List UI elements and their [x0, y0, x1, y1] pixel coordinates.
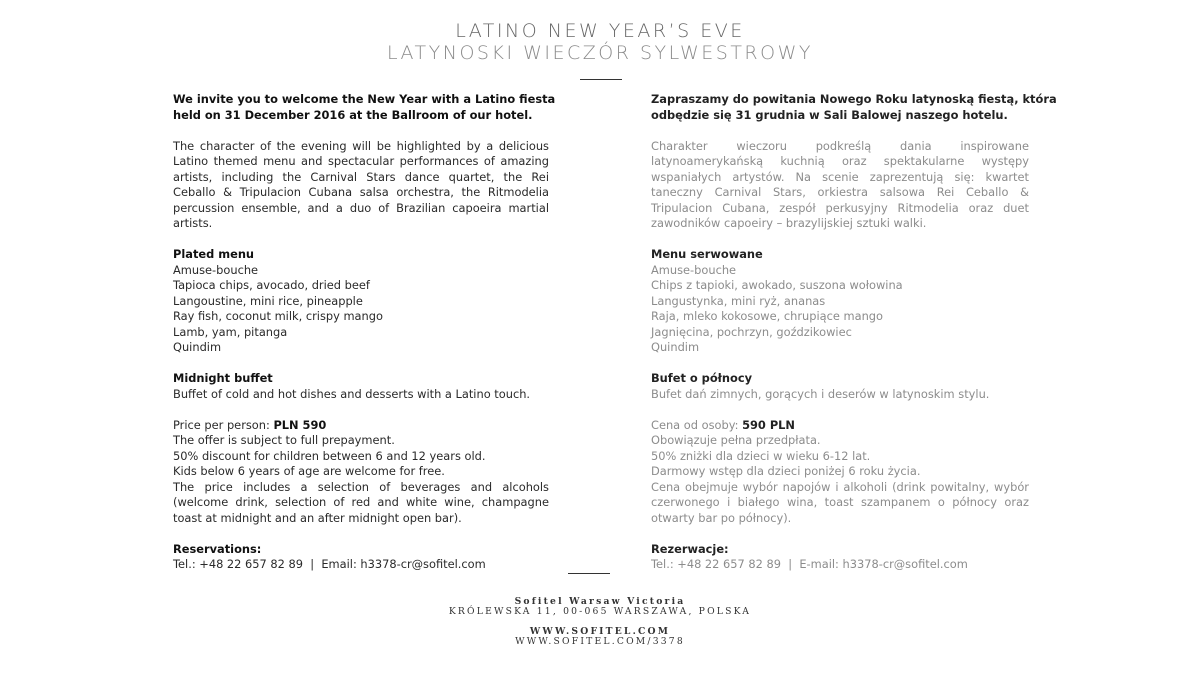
- polish-free-entry: Darmowy wstęp dla dzieci poniżej 6 roku życia.: [651, 464, 921, 478]
- english-menu-item: Langoustine, mini rice, pineapple: [173, 293, 363, 308]
- polish-column: [651, 92, 1057, 573]
- english-price: [173, 418, 549, 434]
- english-menu-item: Amuse-bouche: [173, 262, 259, 277]
- english-reservations-heading: Reservations:: [173, 541, 262, 556]
- polish-buffet-text: Bufet dań zimnych, gorących i deserów w latynoskim stylu.: [651, 386, 990, 401]
- polish-lead-line: odbędzie się 31 grudnia w Sali Balowej naszego hotelu.: [651, 107, 1008, 122]
- footer-address: KRÓLEWSKA 11, 00-065 WARSZAWA, POLSKA: [448, 606, 752, 617]
- english-price-value: PLN 590: [273, 417, 327, 432]
- english-buffet-text: Buffet of cold and hot dishes and desserts with a Latino touch.: [173, 386, 531, 401]
- english-discount: 50% discount for children between 6 and 12 years old.: [173, 448, 486, 463]
- polish-menu-item: Quindim: [651, 340, 700, 354]
- polish-prepayment: Obowiązuje pełna przedpłata.: [651, 433, 821, 447]
- english-menu-heading: Plated menu: [173, 247, 255, 261]
- english-contact: Tel.: +48 22 657 82 89 | Email: h3378-cr@sofitel.com: [173, 557, 486, 571]
- polish-reservations-heading: Rezerwacje:: [651, 541, 729, 556]
- english-menu-item: Tapioca chips, avocado, dried beef: [173, 278, 370, 292]
- english-price-label: Price per person:: [173, 417, 274, 432]
- title-english: LATINO NEW YEAR’S EVE: [455, 20, 745, 42]
- english-lead-line: We invite you to welcome the New Year with a Latino fiesta: [173, 92, 556, 106]
- polish-menu-item: Amuse-bouche: [651, 262, 737, 277]
- polish-description: Charakter wieczoru podkreślą dania inspirowane latynoamerykańską kuchnią oraz spektakularne występy wspaniałych artystów. Na scenie zaprezentują się: kwartet taneczny Carnival Stars, orkiestra salsowa Rei Ceballo & Tripulacion Cubana, zespół perkusyjny Ritmodelia oraz duet zawodników capoeiry – brazylijskiej sztuki walki.: [651, 138, 1029, 230]
- english-column: [173, 92, 556, 573]
- polish-price-value: 590 PLN: [742, 417, 795, 432]
- english-menu-item: Lamb, yam, pitanga: [173, 324, 288, 339]
- polish-contact: Tel.: +48 22 657 82 89 | E-mail: h3378-cr@sofitel.com: [651, 557, 968, 571]
- divider-bottom: [568, 573, 610, 574]
- divider-top: [580, 79, 622, 80]
- english-menu-item: Quindim: [173, 340, 222, 354]
- polish-menu-item: Chips z tapioki, awokado, suszona wołowina: [651, 278, 903, 292]
- polish-menu-heading: Menu serwowane: [651, 247, 763, 261]
- english-prepayment: The offer is subject to full prepayment.: [173, 433, 395, 447]
- english-buffet-heading: Midnight buffet: [173, 371, 273, 385]
- title-block: [0, 20, 1200, 64]
- polish-lead: [651, 92, 1057, 123]
- polish-menu-item: Raja, mleko kokosowe, chrupiące mango: [651, 309, 884, 323]
- polish-menu-item: Langustynka, mini ryż, ananas: [651, 293, 826, 308]
- english-free-entry: Kids below 6 years of age are welcome for free.: [173, 464, 445, 478]
- polish-price: [651, 418, 1029, 434]
- english-lead: [173, 92, 556, 123]
- english-lead-line: held on 31 December 2016 at the Ballroom of our hotel.: [173, 107, 533, 122]
- footer-website-link[interactable]: WWW.SOFITEL.COM: [529, 626, 671, 637]
- title-polish: LATYNOSKI WIECZÓR SYLWESTROWY: [387, 42, 813, 64]
- footer-hotel-name: Sofitel Warsaw Victoria: [514, 596, 686, 607]
- polish-buffet-heading: Bufet o północy: [651, 371, 752, 385]
- polish-lead-line: Zapraszamy do powitania Nowego Roku latynoską fiestą, która: [651, 92, 1057, 106]
- polish-discount: 50% zniżki dla dzieci w wieku 6-12 lat.: [651, 448, 871, 463]
- english-description: The character of the evening will be highlighted by a delicious Latino themed menu and spectacular performances of amazing artists, including the Carnival Stars dance quartet, the Rei Ceballo & Tripulacion Cubana salsa orchestra, the Ritmodelia percussion ensemble, and a duo of Brazilian capoeira martial artists.: [173, 138, 549, 230]
- polish-price-includes: Cena obejmuje wybór napojów i alkoholi (drink powitalny, wybór czerwonego i białego wina, toast szampanem o północy oraz otwarty bar po północy).: [651, 479, 1029, 525]
- footer-website-link-local[interactable]: WWW.SOFITEL.COM/3378: [515, 636, 685, 647]
- polish-menu-item: Jagnięcina, pochrzyn, goździkowiec: [651, 324, 852, 339]
- english-price-includes: The price includes a selection of beverages and alcohols (welcome drink, selection of red and white wine, champagne toast at midnight and an after midnight open bar).: [173, 479, 549, 525]
- polish-price-label: Cena od osoby:: [651, 417, 743, 432]
- english-menu-item: Ray fish, coconut milk, crispy mango: [173, 309, 383, 323]
